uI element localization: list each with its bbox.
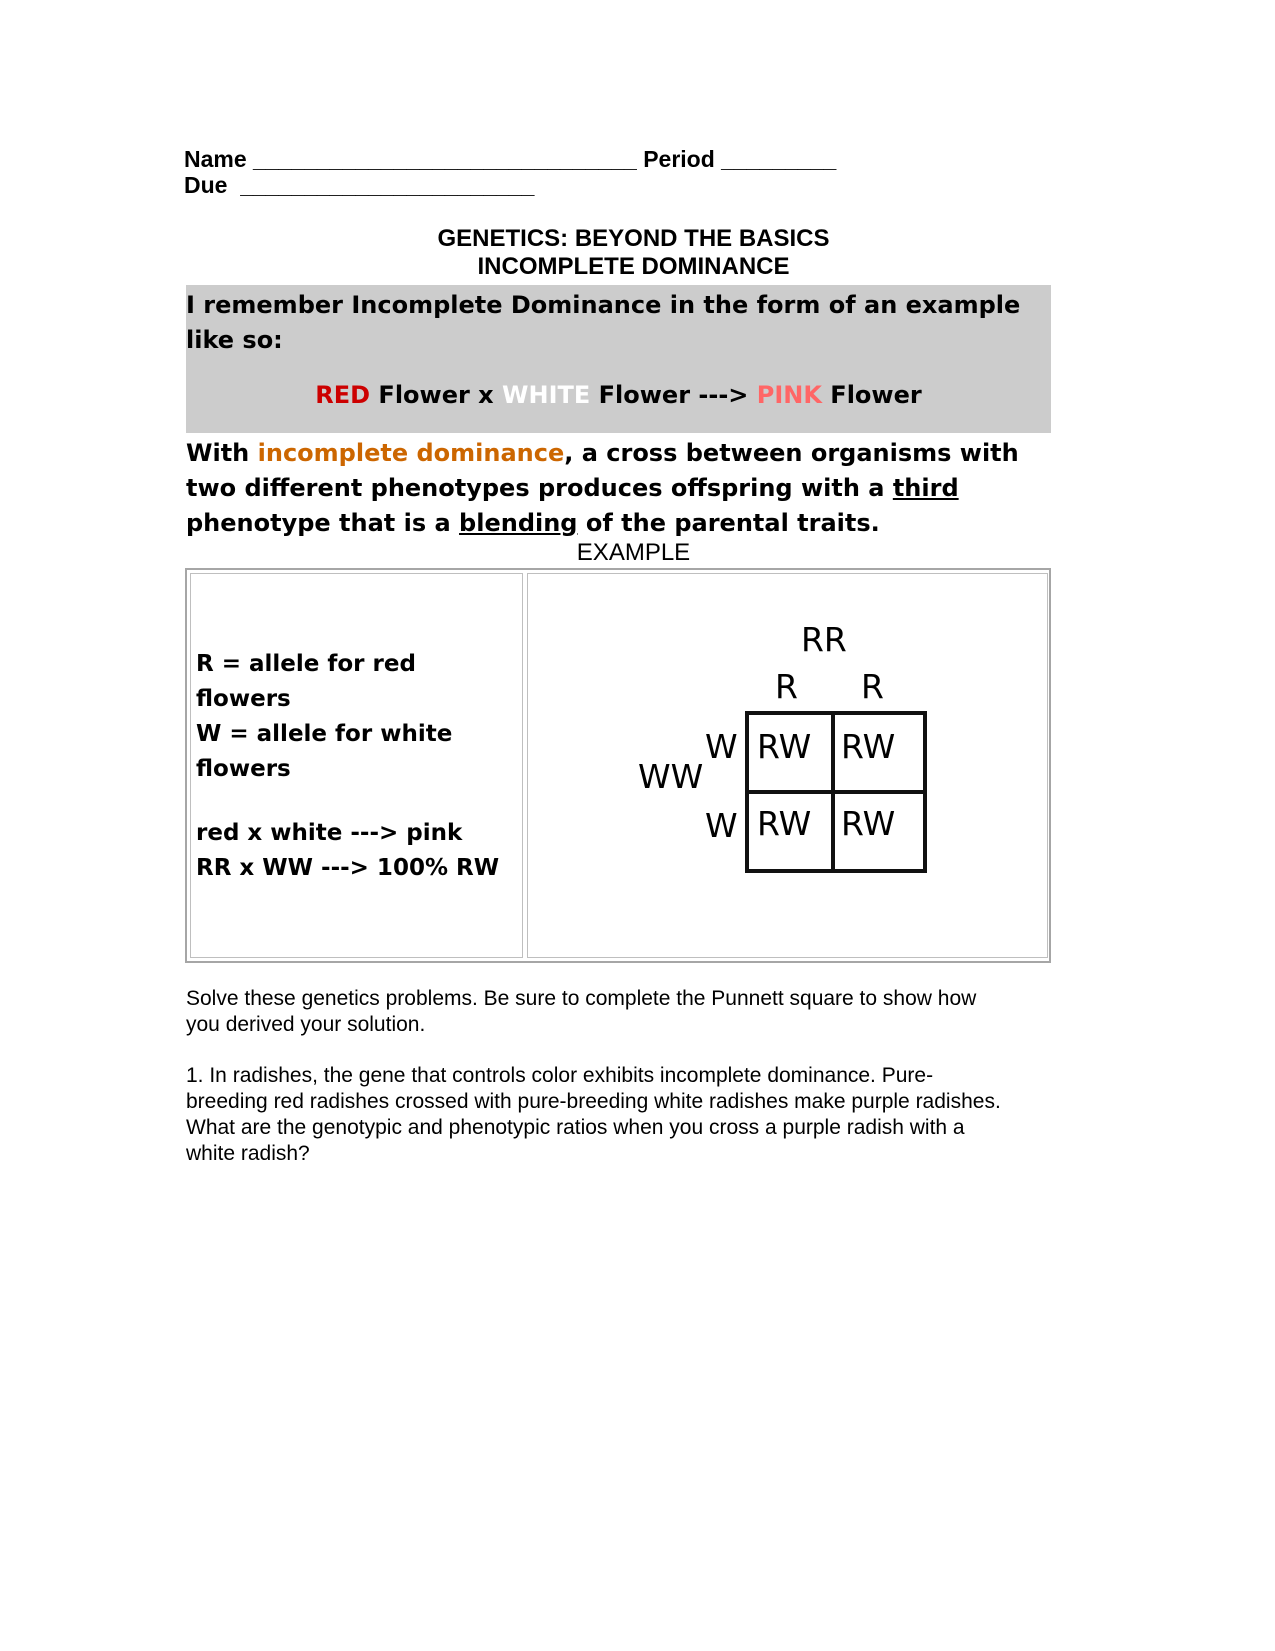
definition-rest-1: , a cross between organisms with two different phenotypes produces offspring with a xyxy=(186,439,1019,502)
definition-third: third xyxy=(892,474,959,502)
due-line xyxy=(184,172,534,199)
flower-arrow-text: Flower ---> xyxy=(590,381,757,409)
instructions-line-1: Solve these genetics problems. Be sure to complete the Punnett square to show how xyxy=(186,987,977,1010)
reminder-line-1: I remember Incomplete Dominance in the form of an example xyxy=(186,291,1021,319)
allele-key-line-1: R = allele for red xyxy=(196,651,416,677)
flower-cross-example xyxy=(186,378,1051,413)
white-word: WHITE xyxy=(502,381,591,409)
name-label: Name xyxy=(184,146,247,172)
punnett-cell-1: RW xyxy=(757,727,812,766)
definition-term: incomplete dominance xyxy=(257,439,565,467)
cross-genotype-line: RR x WW ---> 100% RW xyxy=(196,855,500,881)
top-allele-1: R xyxy=(775,667,798,706)
punnett-cell-2: RW xyxy=(841,727,896,766)
page-subtitle: INCOMPLETE DOMINANCE xyxy=(477,253,790,280)
punnett-cell-3: RW xyxy=(757,804,812,843)
top-allele-2: R xyxy=(861,667,884,706)
problem-1-line-4: white radish? xyxy=(186,1142,310,1165)
period-blank[interactable]: _________ xyxy=(721,146,837,172)
punnett-image-cell xyxy=(527,573,1048,958)
definition-rest-2: phenotype that is a xyxy=(186,509,460,537)
definition-rest-3: of the parental traits. xyxy=(577,509,880,537)
example-label: EXAMPLE xyxy=(576,539,691,566)
cross-phenotype-line: red x white ---> pink xyxy=(196,820,463,846)
period-label: Period xyxy=(643,146,715,172)
problem-1-line-2: breeding red radishes crossed with pure-breeding white radishes make purple radishes. xyxy=(186,1090,1001,1113)
definition-blending: blending xyxy=(459,509,578,537)
allele-key-line-4: flowers xyxy=(196,756,291,782)
instructions-line-2: you derived your solution. xyxy=(186,1013,426,1036)
pink-word: PINK xyxy=(756,381,822,409)
example-table xyxy=(185,568,1051,963)
side-parent-genotype: WW xyxy=(638,757,704,796)
allele-key-line-2: flowers xyxy=(196,686,291,712)
red-word: RED xyxy=(315,381,371,409)
problem-1-line-1: 1. In radishes, the gene that controls color exhibits incomplete dominance. Pure- xyxy=(186,1064,934,1087)
top-parent-genotype: RR xyxy=(801,620,847,659)
flower-end-text: Flower xyxy=(821,381,922,409)
definition-paragraph xyxy=(186,436,1046,541)
side-allele-1: W xyxy=(705,727,738,766)
due-label: Due xyxy=(184,172,228,198)
allele-key-cell xyxy=(190,573,523,958)
side-allele-2: W xyxy=(705,806,738,845)
problem-1-line-3: What are the genotypic and phenotypic ratios when you cross a purple radish with a xyxy=(186,1116,965,1139)
reminder-box xyxy=(186,285,1051,433)
definition-with: With xyxy=(186,439,258,467)
due-blank[interactable]: _______________________ xyxy=(240,172,535,198)
page-title: GENETICS: BEYOND THE BASICS xyxy=(437,225,830,252)
allele-key-line-3: W = allele for white xyxy=(196,721,453,747)
punnett-square xyxy=(528,574,1047,957)
punnett-cell-4: RW xyxy=(841,804,896,843)
name-line xyxy=(184,146,836,173)
reminder-line-2: like so: xyxy=(186,326,283,354)
name-blank[interactable]: ______________________________ xyxy=(253,146,637,172)
flower-x-text: Flower x xyxy=(370,381,503,409)
